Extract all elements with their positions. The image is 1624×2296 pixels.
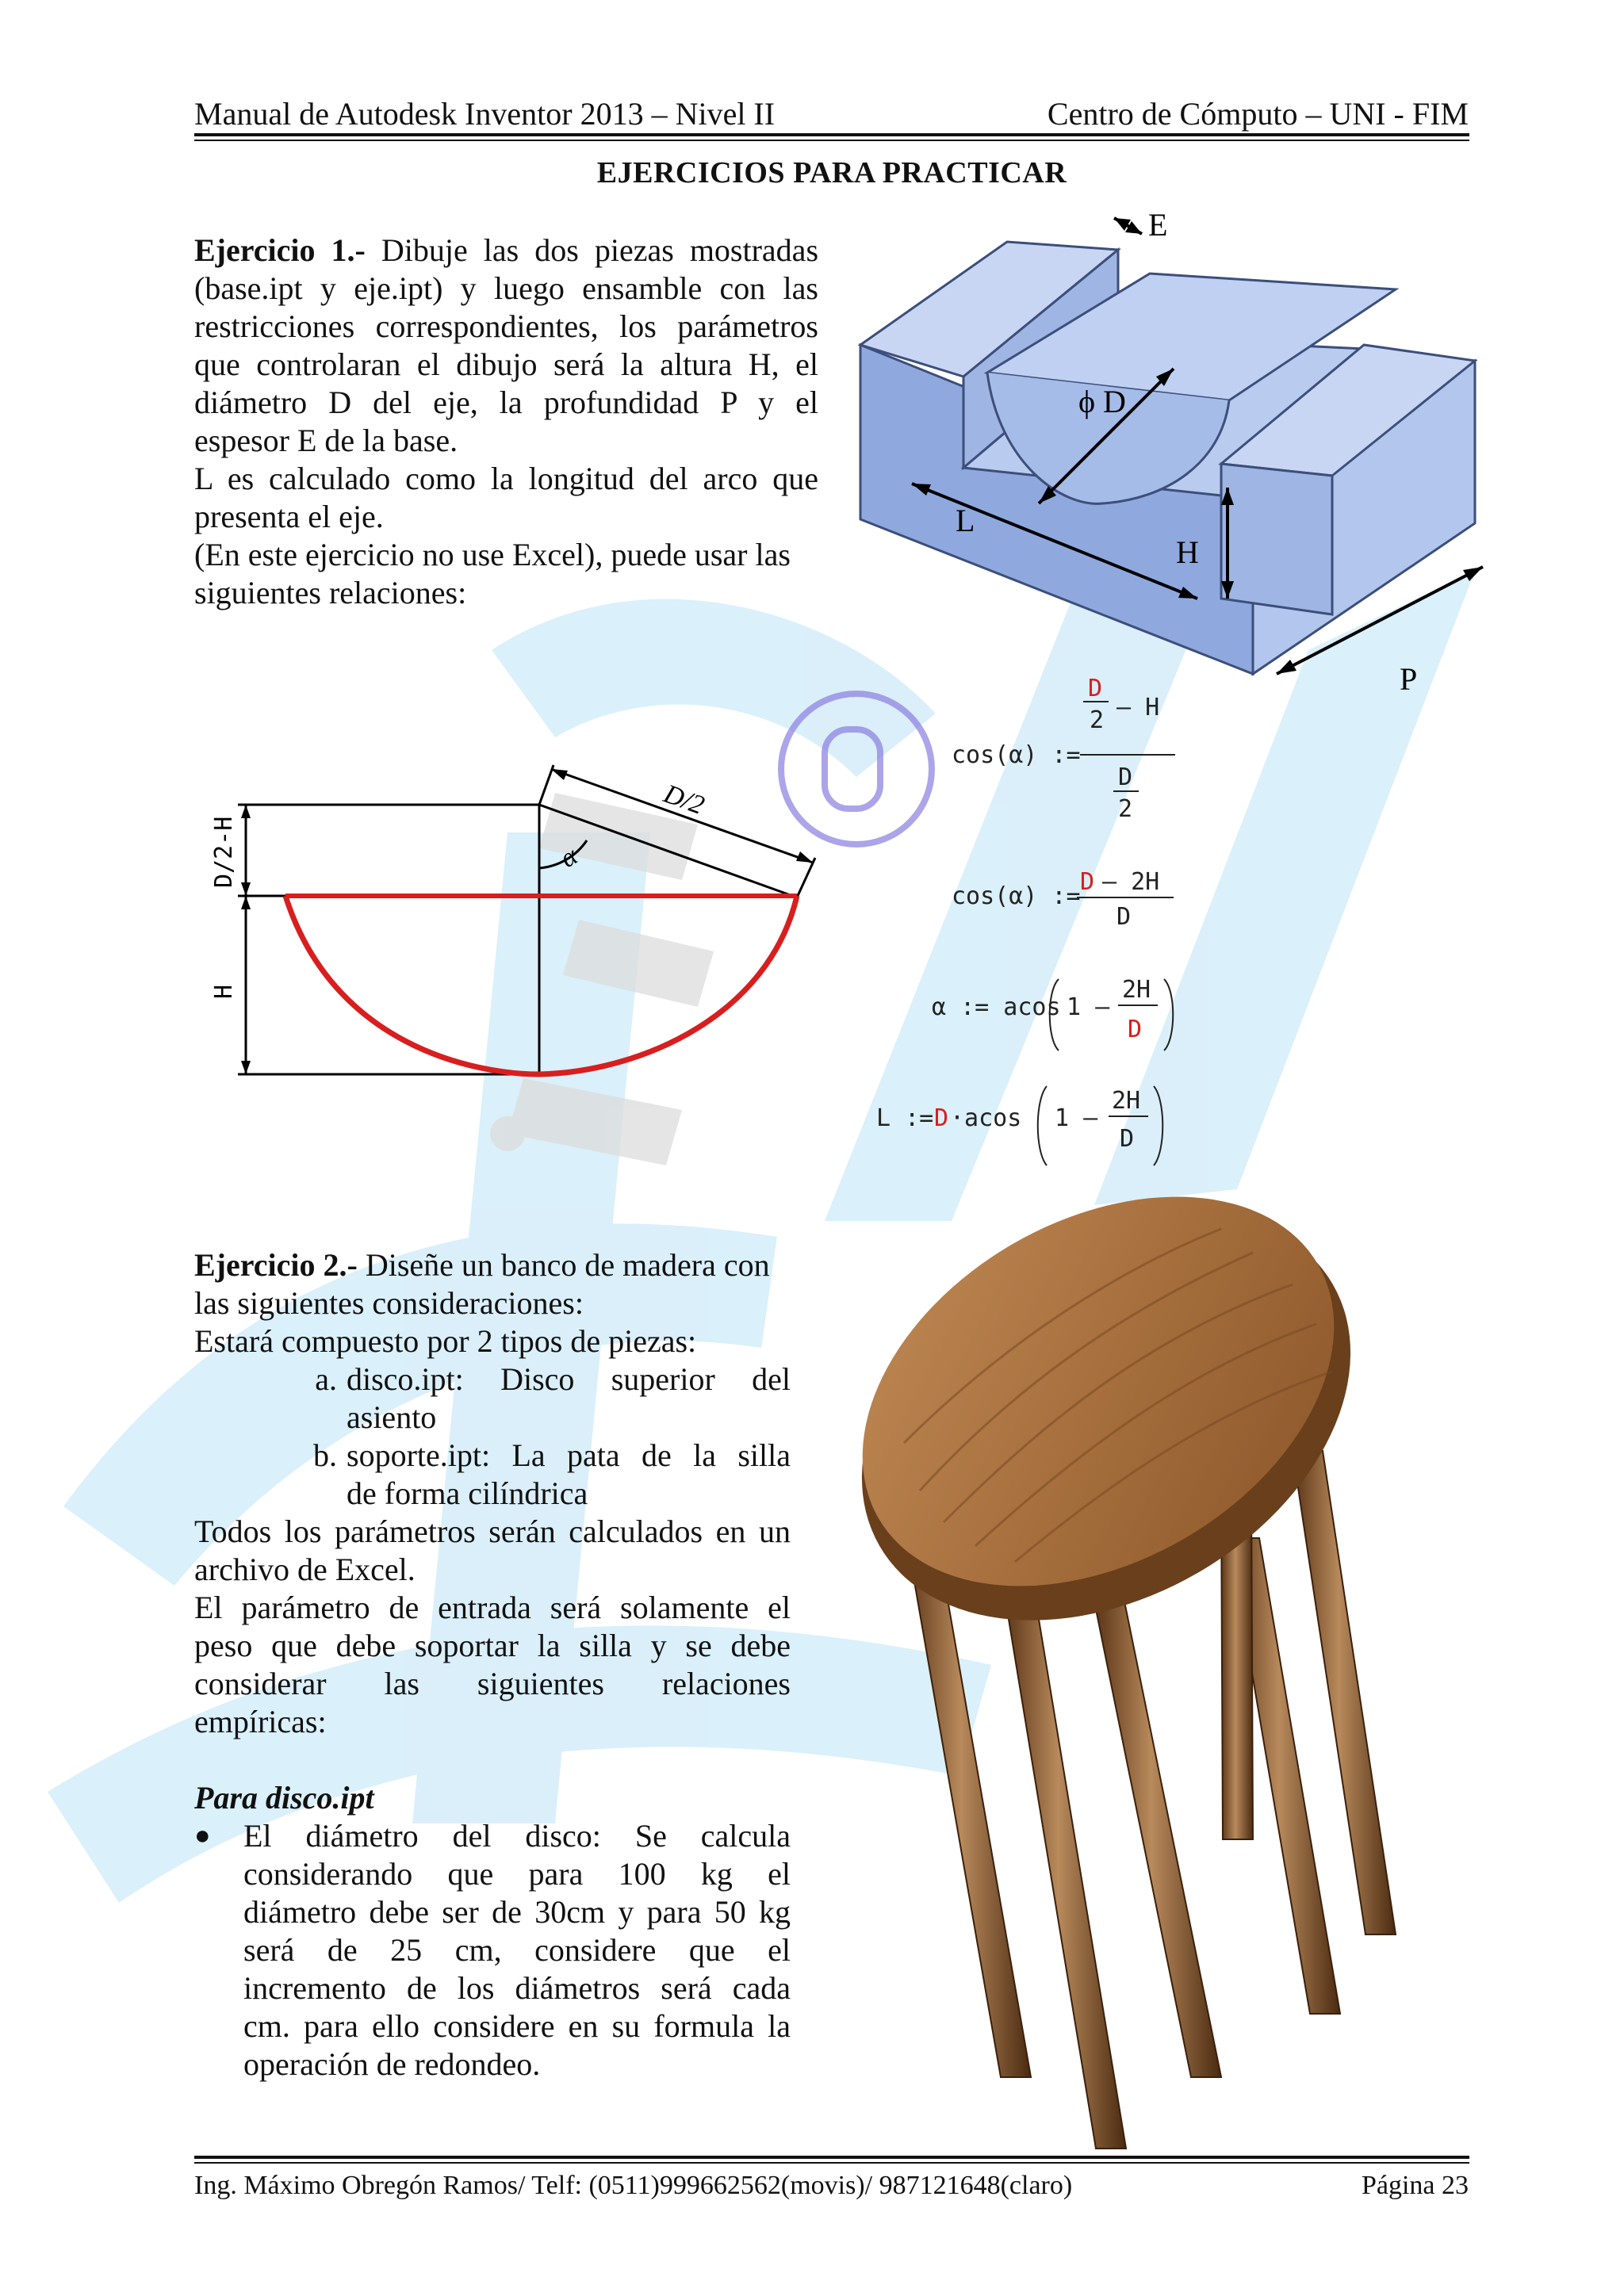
- dim-d2h: D/2-H: [210, 816, 238, 888]
- exercise1-line: (En este ejercicio no use Excel), puede usar las: [194, 537, 791, 572]
- exercise1-line: restricciones correspondientes, los parámetros: [194, 308, 818, 344]
- bullet-line: cm. para ello considere en su formula la: [243, 2008, 791, 2044]
- f2-lhs: cos(α) :=: [952, 882, 1081, 910]
- header-left-text: Manual de Autodesk Inventor 2013 – Nivel II: [194, 96, 776, 132]
- wooden-stool-figure: [809, 1189, 1467, 2156]
- list-item: [194, 1437, 791, 1513]
- header-rule: [194, 133, 1469, 136]
- f4-one: 1 –: [1055, 1104, 1098, 1132]
- bullet-icon: ●: [194, 1821, 211, 1850]
- exercise1-line: espesor E de la base.: [194, 423, 458, 458]
- base-block-figure: [848, 202, 1554, 694]
- exercise1-text: [194, 232, 818, 612]
- exercise1-title: Ejercicio 1.-: [194, 232, 366, 268]
- exercise2-line: peso que debe soportar la silla y se debe: [194, 1628, 791, 1663]
- f3-lhs: α := acos: [932, 993, 1061, 1021]
- section-title: Para disco.ipt: [194, 1780, 374, 1816]
- f4-num: 2H: [1112, 1087, 1141, 1115]
- exercise1-line: que controlaran el dibujo será la altura H, el: [194, 346, 818, 382]
- f3-den: D: [1128, 1016, 1143, 1043]
- dim-d2: D/2: [660, 779, 708, 821]
- f1-num-rest: – H: [1116, 694, 1160, 721]
- exercise2-line: archivo de Excel.: [194, 1552, 416, 1587]
- footer-page-number: Página 23: [1361, 2171, 1469, 2200]
- f4-d: D: [934, 1104, 949, 1132]
- exercise1-line: L es calculado como la longitud del arco que: [194, 461, 818, 496]
- f1-num-2: 2: [1090, 706, 1105, 734]
- label-h: H: [1176, 534, 1199, 570]
- f1-den-d: D: [1118, 763, 1133, 791]
- dim-alpha: α: [555, 840, 583, 874]
- f3-num: 2H: [1122, 976, 1151, 1004]
- f1-num-d: D: [1088, 675, 1103, 702]
- list-item-label: b.: [313, 1437, 337, 1473]
- exercise2-line: considerar las siguientes relaciones: [194, 1666, 791, 1701]
- exercise2-line: Ejercicio 2.- Diseñe un banco de madera con: [194, 1247, 770, 1283]
- footer-rule: [194, 2156, 1469, 2159]
- bullet-line: operación de redondeo.: [243, 2046, 541, 2082]
- exercise2-line: Estará compuesto por 2 tipos de piezas:: [194, 1323, 697, 1359]
- list-item-line: asiento: [347, 1399, 437, 1435]
- exercise2-title: Ejercicio 2.-: [194, 1247, 358, 1283]
- exercise1-line: siguientes relaciones:: [194, 575, 467, 610]
- f4-den: D: [1120, 1125, 1135, 1153]
- exercise2-line: empíricas:: [194, 1704, 327, 1739]
- f3-one: 1 –: [1067, 993, 1110, 1021]
- list-item-line: de forma cilíndrica: [347, 1475, 588, 1511]
- header-rule-thin: [194, 140, 1469, 141]
- exercise1-line: diámetro D del eje, la profundidad P y el: [194, 385, 818, 420]
- exercise1-line: (base.ipt y eje.ipt) y luego ensamble con las: [194, 270, 818, 306]
- label-phi-d: ϕ D: [1078, 384, 1126, 419]
- f2-den: D: [1116, 903, 1132, 931]
- exercise1-line: Ejercicio 1.- Dibuje las dos piezas mostradas: [194, 232, 819, 268]
- page-heading: EJERCICIOS PARA PRACTICAR: [596, 156, 1067, 189]
- bullet-line: incremento de los diámetros será cada: [243, 1970, 791, 2006]
- f4-lhs: L :=: [876, 1104, 934, 1132]
- arc-diagram: [198, 745, 833, 1086]
- bullet-line: será de 25 cm, considere que el: [243, 1932, 791, 1968]
- exercise2-line: El parámetro de entrada será solamente el: [194, 1590, 791, 1625]
- f4-rest: ·acos: [950, 1104, 1022, 1132]
- list-item: [194, 1360, 791, 1437]
- dim-h: H: [210, 984, 238, 999]
- label-l: L: [956, 503, 975, 538]
- f1-den-2: 2: [1118, 795, 1133, 823]
- exercise2-line: Todos los parámetros serán calculados en un: [194, 1513, 791, 1549]
- f2-num-d: D: [1080, 868, 1095, 896]
- bullet-line: El diámetro del disco: Se calcula: [243, 1818, 791, 1854]
- list-item-line: disco.ipt: Disco superior del: [347, 1361, 791, 1397]
- f1-lhs: cos(α) :=: [952, 741, 1081, 769]
- bullet-line: considerando que para 100 kg el: [243, 1856, 791, 1892]
- list-item-label: a.: [315, 1361, 337, 1397]
- formulas: [864, 666, 1229, 1173]
- label-e: E: [1148, 207, 1168, 243]
- bullet-item: [194, 1817, 791, 2084]
- exercise1-line: presenta el eje.: [194, 499, 384, 534]
- header-right-text: Centro de Cómputo – UNI - FIM: [1047, 96, 1469, 132]
- bullet-line: diámetro debe ser de 30cm y para 50 kg: [243, 1894, 791, 1930]
- list-item-line: soporte.ipt: La pata de la silla: [347, 1437, 791, 1473]
- f2-num-rest: – 2H: [1102, 868, 1160, 896]
- footer-left-text: Ing. Máximo Obregón Ramos/ Telf: (0511)999662562(movis)/ 987121648(claro): [194, 2171, 1073, 2200]
- footer-rule-thin: [194, 2162, 1469, 2164]
- label-p: P: [1400, 661, 1418, 694]
- exercise2-line: las siguientes consideraciones:: [194, 1285, 584, 1321]
- exercise2-text: [194, 1246, 791, 2084]
